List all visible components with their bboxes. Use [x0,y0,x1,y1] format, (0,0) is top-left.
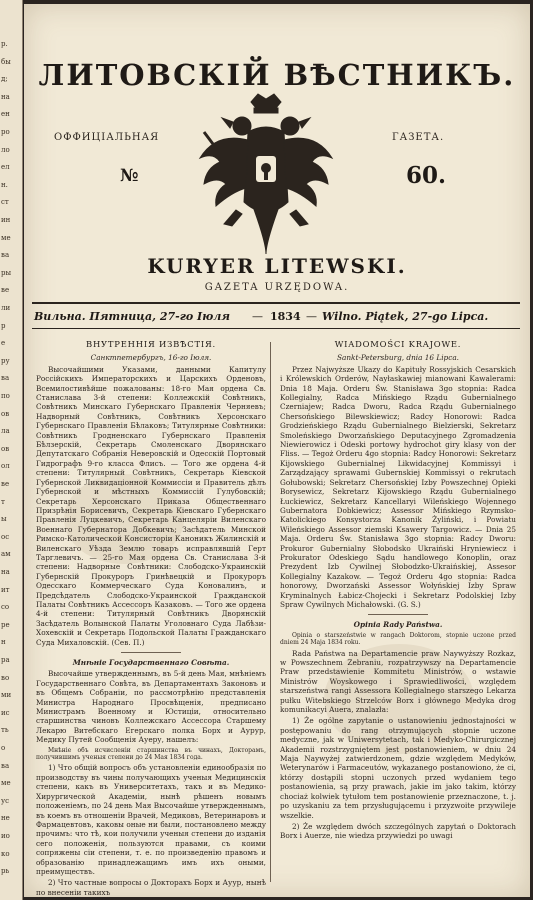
previous-page-fragment: ко [1,849,10,858]
dateline-dash: — [306,310,317,323]
masthead-title-pl: KURYER LITEWSKI. [147,254,407,278]
article-paragraph: Высочайше утвержденнымъ, въ 5-й день Мая, мнѣніемъ Государственнаго Совѣта, въ Департаментахъ Законовъ и въ Общемъ Собраніи, по рассмотрѣнію представленія Министра Народнаго Просвѣщенія, предписано Министрамъ Военному и Юстиціи, относительно старшинства чиновъ Коллежскаго Ассессора Старшему Лекарю Витебскаго Егерскаго полка Борх и Аурур, Медику Путей Сообщенія Ауеру, нашелъ: [36,669,266,745]
previous-page-fragment: ио [1,832,10,840]
previous-page-fragment: ла [1,427,10,436]
dateline-ru: Вильна. Пятница, 27-го Іюля [34,310,231,323]
imperial-double-headed-eagle-icon [196,92,336,257]
previous-page-fragment: ру [1,356,10,365]
previous-page-fragment: ве [1,480,10,488]
previous-page-fragment: по [1,392,10,400]
previous-page-fragment: ме [1,779,11,788]
masthead-rule-bottom [32,328,520,329]
previous-page-fragment: ам [1,550,11,559]
previous-page-fragment: рь [1,867,10,876]
previous-page-fragment: не [1,814,10,823]
previous-page-fragment: н [1,638,6,647]
previous-page-fragment: е [1,339,6,348]
article-paragraph: Rada Państwa na Departamencie praw Naywyższy Rozkaz, w Powszechnem Zebraniu, rozpatrzywszy na Departamencie Praw przedstawienie Kommitetu Ministrów, o wstawie Ministrów Woyskowego i Sprawiedliwości, względem starszeństwa rangi Assessora Kollegialnego starszego Lekarza pułku Witebskiego Strzelców Borx i głównego Medyka drog komunikacyi Auera, znalazła: [280,648,516,715]
article-paragraph: 1) Что общій вопросъ объ установленіи единообразія по производству въ чины получающихъ ученыя Медицинскія степени, какъ въ Университетахъ, такъ и въ Медико-Хирургической Академіи, нынѣ рѣшенъ новымъ положеніемъ, по 24 день Мая Высочайше утвержденнымъ, въ коемъ въ отношеніи Врачей, Медиковъ, Ветеринаровъ и Фармацевтовъ, каковы оные ни были, постановлено между прочимъ: что тѣ, кои получили ученыя степени до изданія сего положенія, пользуются правами, съ коими сопряжены сіи степени, т. е. по произведенію правомъ и образованію принадлежащимъ имъ ихъ оными, преимуществъ. [36,763,266,876]
article-title-pl: Opinia Rady Państwa. [353,620,443,630]
previous-page-fragment: н. [1,180,8,189]
article-paragraph: 1) Że ogólne zapytanie o ustanowieniu jednostajności w postępowaniu do rang otrzymujących stopnie uczone medyczne, jak w Uniwersytetach, tak i Medyko-Chirurgicznej Akademii rozstrzygniętem jest postanowieniem, w dniu 24 Maja Naywyżej zatwierdzonem, gdzie względem Medyków, Weterynarów i Farmaceutów, wykazanego postanowiono, że ci, którzy dostąpili stopni uczonych przed wydaniem tego postanowienia, są przy prawach, jakie im jako takim, którzy chociaż kolwiek tytułom tem postanowienie przeznaczone, t. j. po uzyskaniu za tem przysługującemu i przyzwoite przywileje wszelkie. [280,716,516,820]
previous-page-fragment: ми [1,691,12,700]
previous-page-fragment: ло [1,145,10,154]
official-label: ОФФИЦІАЛЬНАЯ [54,132,160,143]
previous-page-fragment: ве [1,286,10,295]
previous-page-fragment: ов [1,444,10,453]
issue-number: 60. [406,162,447,189]
dateline-year: 1834 [270,310,301,323]
previous-page-fragment: ин [1,216,11,224]
previous-page-fragment: ра [1,656,10,664]
previous-page-fragment: со [1,603,10,612]
article-paragraph: 2) Że względem dwóch szczególnych zapytań o Doktorach Borx i Auerze, nie wiedza przywiedzi po uwagi [280,821,516,841]
article-dateline-pl: Sankt-Petersburg, dnia 16 Lipca. [336,353,459,363]
russian-column [36,340,266,897]
previous-page-fragment: бы [1,57,11,66]
article-paragraph: Высочайшими Указами, данными Капитулу Россійскихъ Императорскихъ и Царскихъ Орденовъ, Всемилостивѣйше пожалованы: 18-го Мая ордена Св. Станислава 3-й степени: Коллежскій Совѣтникъ, Совѣтникъ Минскаго Губернскаго Правленія Черняевъ; Надворный Совѣтникъ, Совѣтникъ Херсонскаго Губернскаго Правленія Бѣлаковъ; Титулярные Совѣтники: Совѣтникъ Гродненскаго Губернскаго Правленія Бѣлзерскій, Секретарь Смоленскаго Дворянскаго Депутатскаго Собранія Неверовскій и Одесскій Портовый Гидрографъ 9-го класса Флисъ. — Того же ордена 4-й степени: Титулярный Совѣтникъ, Секретарь Кіевской Губернской Ликвидаціонной Коммиссіи и Правитель дѣлъ Губернской и мѣстныхъ Коммиссій Гулубовскій; Секретарь Херсонскаго Приказа Общественнаго Призрѣнія Борисевичъ, Секретарь Кіевскаго Губернскаго Правленія Луцкевичъ, Секретарь Канцеляріи Виленскаго Военнаго Губернатора Добкевичъ; Засѣдатель Минской Римско-Католической Консисторіи Каноникъ Жилинскій и Виленскаго Уѣзда Землю товаръ исправлявшій Герт Тарглевичъ. — 25-го Мая ордена Св. Станислава 3-й степени: Надворные Совѣтники: Слободско-Украинскій Губернскій Прокуроръ Гринѣвецкій и Прокуроръ Одесскаго Коммерческаго Суда Коновалинъ, и Предсѣдатель Слободско-Украинской Гражданской Палаты Совѣтникъ Ассессоръ Казаковъ. — Того же ордена 4-й степени: Титулярный Совѣтникъ Дворянскій Засѣдатель Волынской Палаты Уголовнаго Суда Лабѣзи-Хохевскій и Секретарь Подольской Палаты Гражданскаго Суда Михаловскій. (Сев. П.) [36,364,266,647]
section-heading-pl: WIADOMOŚCI KRAJOWE. [334,339,462,349]
previous-page-fragment: ры [1,268,12,277]
previous-page-fragment: ов [1,409,10,418]
newspaper-page [24,4,530,897]
issue-number-label: № [120,166,139,186]
previous-page-fragment: ел [1,163,10,172]
previous-page-fragment: ис [1,708,10,717]
previous-page-fragment: ть [1,726,9,735]
masthead-title-ru: ЛИТОВСКІЙ ВѢСТНИКЪ. [38,58,516,92]
previous-page-fragment: ы [1,515,7,524]
previous-page-fragment: ме [1,233,11,242]
previous-page-fragment: ва [1,374,10,383]
previous-page-fragment: р. [1,40,8,48]
previous-page-fragment: ус [1,796,10,805]
previous-page-fragment: ли [1,304,11,312]
article-separator [368,614,428,615]
previous-page-fragment: на [1,568,10,576]
side-note-ru: Мнѣніе объ исчисленіи старшинства въ чинахъ, Докторамъ, получившимъ ученыя степени до 24 Мая 1834 года. [36,746,266,762]
column-divider [270,342,271,882]
gazette-label: ГАЗЕТА. [392,132,445,143]
previous-page-fragment: р [1,321,6,330]
previous-page-fragment: ре [1,620,10,629]
previous-page-fragment: д; [1,75,8,84]
previous-page-fragment: ва [1,251,10,260]
article-title-ru: Мнѣніе Государственнаго Совѣта. [72,658,230,667]
previous-page-fragment: на [1,92,10,101]
side-note-pl: Opinia o starszeństwie w rangach Doktorom, stopnie uczone przed dniem 24 Maja 1834 roku. [280,631,516,647]
polish-column [280,340,516,843]
previous-page-fragment: ст [1,198,9,207]
previous-page-fragment: ен [1,110,10,119]
previous-page-fragment: ос [1,532,10,541]
previous-page-fragment: т [1,497,5,506]
previous-page-fragment: во [1,673,10,682]
article-dateline-ru: Санктпетербургъ, 16-го Іюля. [90,353,212,363]
masthead-subtitle-pl: GAZETA URZĘDOWA. [204,282,350,293]
dateline-pl: Wilno. Piątek, 27-go Lipca. [322,310,489,323]
masthead-rule-top [32,302,520,304]
section-heading-ru: ВНУТРЕННІЯ ИЗВѢСТІЯ. [86,339,216,349]
dateline-dash: — [252,310,263,323]
previous-page-fragment: ит [1,585,10,594]
previous-page-fragment: ро [1,128,10,136]
article-separator [121,652,181,653]
article-paragraph: Przez Najwyższe Ukazy do Kapituły Rossyjskich Cesarskich i Królewskich Orderów, Nayłaskawiej mianowani Kawalerami: Dnia 18 Maja. Orderu Św. Stanisława 3go stopnia: Radca Kollegialny, Radca Mińskiego Rządu Gubernialnego Czerniajew; Radca Dworu, Radca Rządu Gubernialnego Chersońskiego Bilewskiewicz; Radcy Honorowi: Radca Grodzieńskiego Rządu Gubernialnego Bielzierski, Sekretarz Smoleńskiego Dworzańskiego Deputacyjnego Zgromadzenia Niewierowicz i Odeski portowy hydrochot giry klasy von der Fliss. — Tegoż Orderu 4go stopnia: Radcy Honorowi: Sekretarz Kijowskiego Gubernialnej Likwidacyjnej Kommissyi i Zarządzający sprawami Gubernskiej Kommissyi o rekrutach Gołubowski; Sekretarz Chersońskiej Izby Powszechnej Opieki Borysewicz, Sekretarz Kijowskiego Rządu Gubernialnego Łuckiewicz, Sekretarz Kancellaryi Wileńskiego Wojennego Gubernatora Dobkiewicz; Assessor Mińskiego Rzymsko-Katolickiego Konsystorza Kanonik Żyliński, i Powiatu Wileńskiego Assessor ziemski Ksawery Targowicz. — Dnia 25 Maja. Orderu Św. Stanisława 3go stopnia: Radcy Dworu: Prokuror Gubernialny Słobodsko Ukraiński Hryniewiecz i Prokurator Odeskiego Sądu handlowego Konoplin, oraz Prezydent Izb Cywilnej Słobodzko-Ukraińskiej, Assesor Kollegialny Kazakow. — Tegoż Orderu 4go stopnia: Radca honorowy, Dworzański Assessor Wołyńskiej Izby Spraw Kryminalnych Łabicz-Chojecki i Sekretarz Podolskiej Izby Spraw Cywilnych Michałowski. (G. S.) [280,364,516,609]
previous-page-fragment: о [1,744,6,752]
article-paragraph: 2) Что частные вопросы о Докторахъ Борх и Ауур, нынѣ по внесеніи такихъ [36,878,266,897]
previous-page-fragment: ва [1,761,10,770]
previous-page-fragment: ол [1,462,10,471]
previous-page-edge [0,0,23,900]
